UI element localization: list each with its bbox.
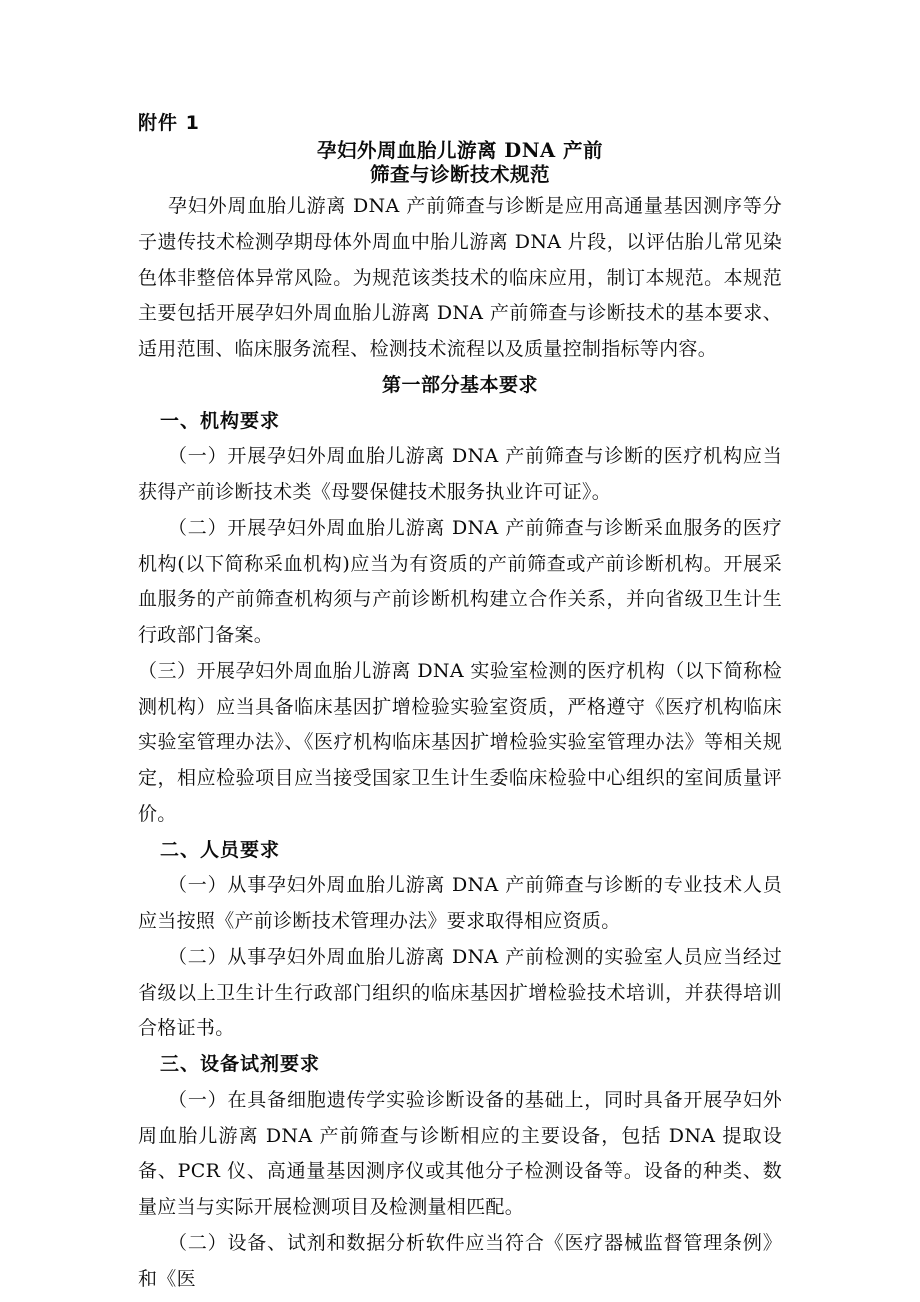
paragraph: 孕妇外周血胎儿游离 DNA 产前筛查与诊断是应用高通量基因测序等分子遗传技术检测孕期母体外周血中胎儿游离 DNA 片段，以评估胎儿常见染色体非整倍体异常风险。为规范该类技术的临床应用，制订本规范。本规范主要包括开展孕妇外周血胎儿游离 DNA 产前筛查与诊断技术的基本要求、适用范围、临床服务流程、检测技术流程以及质量控制指标等内容。 (138, 195, 782, 360)
paragraph: （一）开展孕妇外周血胎儿游离 DNA 产前筛查与诊断的医疗机构应当获得产前诊断技术类《母婴保健技术服务执业许可证》。 (138, 445, 782, 503)
section-title: 第一部分基本要求 (381, 373, 538, 396)
document-title (138, 139, 782, 187)
document-title-line-2: 筛查与诊断技术规范 (369, 163, 550, 186)
paragraph: （二）开展孕妇外周血胎儿游离 DNA 产前筛查与诊断采血服务的医疗机构(以下简称采血机构)应当为有资质的产前筛查或产前诊断机构。开展采血服务的产前筛查机构须与产前诊断机构建立合作关系，并向省级卫生计生行政部门备案。 (138, 516, 782, 646)
paragraph: （一）从事孕妇外周血胎儿游离 DNA 产前筛查与诊断的专业技术人员应当按照《产前诊断技术管理办法》要求取得相应资质。 (138, 874, 782, 932)
document-body (138, 189, 782, 1297)
paragraph: （三）开展孕妇外周血胎儿游离 DNA 实验室检测的医疗机构（以下简称检测机构）应当具备临床基因扩增检验实验室资质，严格遵守《医疗机构临床实验室管理办法》、《医疗机构临床基因扩增检验实验室管理办法》等相关规定，相应检验项目应当接受国家卫生计生委临床检验中心组织的室间质量评价。 (138, 659, 782, 825)
attachment-label: 附件 1 (138, 112, 200, 134)
section-heading: 三、设备试剂要求 (160, 1053, 321, 1075)
paragraph: （二）从事孕妇外周血胎儿游离 DNA 产前检测的实验室人员应当经过省级以上卫生计生行政部门组织的临床基因扩增检验技术培训，并获得培训合格证书。 (138, 945, 782, 1040)
document-title-line-1: 孕妇外周血胎儿游离 DNA 产前 (317, 139, 603, 162)
paragraph: （一）在具备细胞遗传学实验诊断设备的基础上，同时具备开展孕妇外周血胎儿游离 DNA 产前筛查与诊断相应的主要设备，包括 DNA 提取设备、PCR 仪、高通量基因测序仪或其他分子检测设备等。设备的种类、数量应当与实际开展检测项目及检测量相匹配。 (138, 1088, 782, 1218)
section-heading: 一、机构要求 (160, 409, 281, 432)
paragraph: （二）设备、试剂和数据分析软件应当符合《医疗器械监督管理条例》和《医 (138, 1231, 782, 1290)
section-heading: 二、人员要求 (160, 838, 281, 861)
